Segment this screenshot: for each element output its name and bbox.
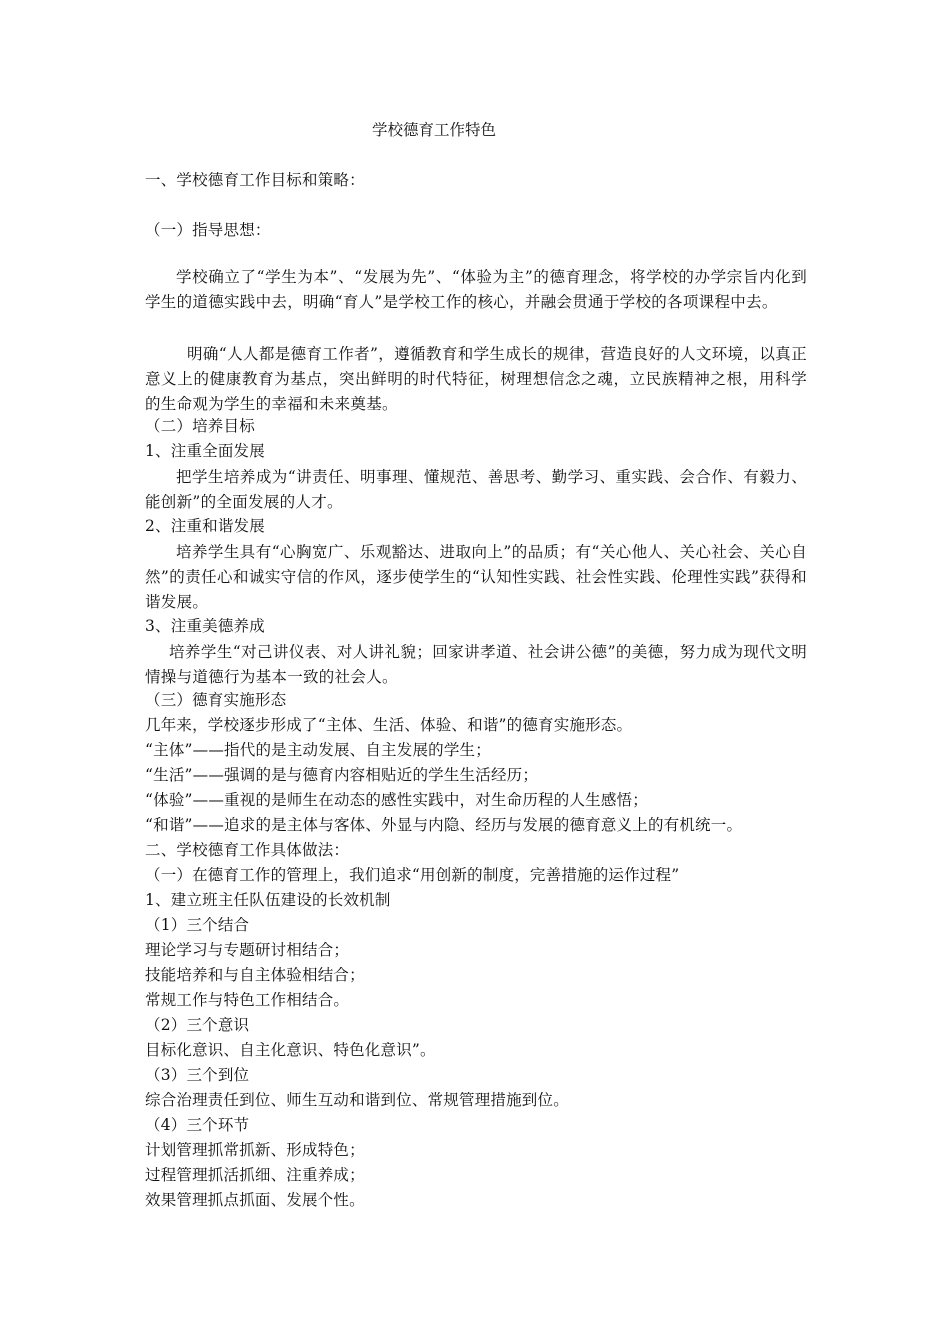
form-item-subject: “主体”——指代的是主动发展、自主发展的学生； (145, 741, 491, 759)
goal-3-title: 3、注重美德养成 (145, 617, 265, 635)
group-3-line: 综合治理责任到位、师生互动和谐到位、常规管理措施到位。 (145, 1091, 569, 1109)
group-4-line: 计划管理抓常抓新、形成特色； (145, 1141, 365, 1159)
item-teacher-mechanism: 1、建立班主任队伍建设的长效机制 (145, 891, 391, 909)
group-4-line: 效果管理抓点抓面、发展个性。 (145, 1191, 365, 1209)
group-4-title: （4）三个环节 (145, 1116, 250, 1134)
paragraph-ideology-1: 学校确立了“学生为本”、“发展为先”、“体验为主”的德育理念，将学校的办学宗旨内化到学生的道德实践中去，明确“育人”是学校工作的核心，并融会贯通于学校的各项课程中去。 (145, 268, 807, 311)
group-1-title: （1）三个结合 (145, 916, 250, 934)
form-item-life: “生活”——强调的是与德育内容相贴近的学生生活经历； (145, 766, 539, 784)
group-1-line: 常规工作与特色工作相结合。 (145, 991, 350, 1009)
subheading-guiding-ideology: （一）指导思想： (145, 221, 271, 239)
subheading-management: （一）在德育工作的管理上，我们追求“用创新的制度，完善措施的运作过程” (145, 866, 680, 884)
section-heading-1: 一、学校德育工作目标和策略： (145, 171, 365, 189)
group-3-title: （3）三个到位 (145, 1066, 250, 1084)
group-1-line: 理论学习与专题研讨相结合； (145, 941, 350, 959)
document-title: 学校德育工作特色 (372, 121, 497, 139)
group-2-line: 目标化意识、自主化意识、特色化意识”。 (145, 1041, 436, 1059)
group-2-title: （2）三个意识 (145, 1016, 250, 1034)
forms-intro: 几年来，学校逐步形成了“主体、生活、体验、和谐”的德育实施形态。 (145, 716, 633, 734)
form-item-harmony: “和谐”——追求的是主体与客体、外显与内隐、经历与发展的德育意义上的有机统一。 (145, 816, 743, 834)
goal-2-text: 培养学生具有“心胸宽广、乐观豁达、进取向上”的品质；有“关心他人、关心社会、关心自然”的责任心和诚实守信的作风，逐步使学生的“认知性实践、社会性实践、伦理性实践”获得和谐发展。 (145, 543, 807, 611)
goal-2-title: 2、注重和谐发展 (145, 517, 265, 535)
subheading-implementation-forms: （三）德育实施形态 (145, 691, 287, 709)
goal-1-text: 把学生培养成为“讲责任、明事理、懂规范、善思考、勤学习、重实践、会合作、有毅力、能创新”的全面发展的人才。 (145, 468, 807, 511)
paragraph-ideology-2: 明确“人人都是德育工作者”，遵循教育和学生成长的规律，营造良好的人文环境，以真正意义上的健康教育为基点，突出鲜明的时代特征，树理想信念之魂，立民族精神之根，用科学的生命观为学生的幸福和未来奠基。 (145, 345, 807, 413)
goal-1-title: 1、注重全面发展 (145, 442, 265, 460)
subheading-training-goals: （二）培养目标 (145, 417, 255, 435)
form-item-experience: “体验”——重视的是师生在动态的感性实践中，对生命历程的人生感悟； (145, 791, 648, 809)
group-4-line: 过程管理抓活抓细、注重养成； (145, 1166, 365, 1184)
group-1-line: 技能培养和与自主体验相结合； (145, 966, 365, 984)
goal-3-text: 培养学生“对己讲仪表、对人讲礼貌；回家讲孝道、社会讲公德”的美德，努力成为现代文明情操与道德行为基本一致的社会人。 (145, 643, 807, 686)
section-heading-2: 二、学校德育工作具体做法： (145, 841, 350, 859)
